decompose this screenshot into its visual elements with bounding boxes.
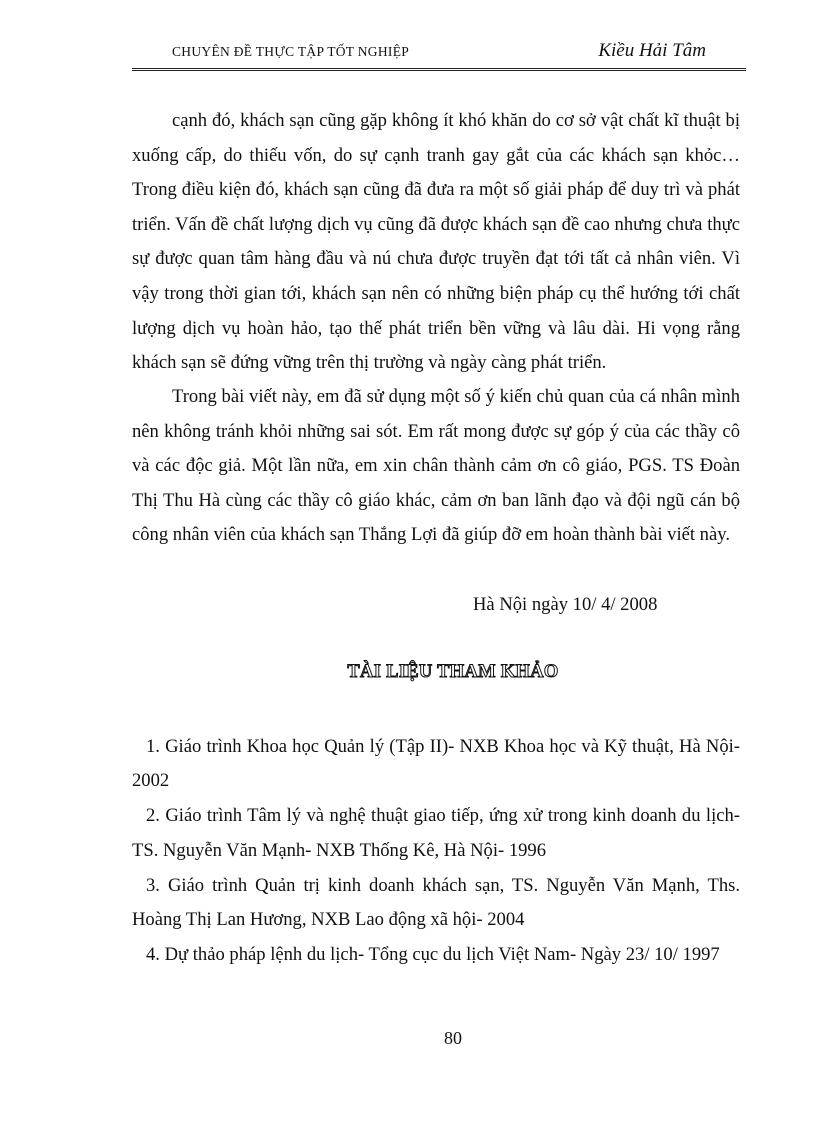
page-number: 80 xyxy=(444,1028,462,1048)
document-title: CHUYÊN ĐỀ THỰC TẬP TỐT NGHIỆP xyxy=(172,44,410,59)
reference-item: 1. Giáo trình Khoa học Quản lý (Tập II)- NXB Khoa học và Kỹ thuật, Hà Nội- 2002 xyxy=(132,736,740,792)
reference-item: 2. Giáo trình Tâm lý và nghệ thuật giao tiếp, ứng xử trong kinh doanh du lịch- TS. Nguyễn Văn Mạnh- NXB Thống Kê, Hà Nội- 1996 xyxy=(132,805,740,861)
author-name: Kiều Hải Tâm xyxy=(598,40,706,61)
body-paragraph-1: cạnh đó, khách sạn cũng gặp không ít khó khăn do cơ sở vật chất kĩ thuật bị xuống cấp, do thiếu vốn, do sự cạnh tranh gay gắt của các khách sạn khỏc… Trong điều kiện đó, khách sạn cũng đã đưa ra một số giải pháp để duy trì và phát triển. Vấn đề chất lượng dịch vụ cũng đã được khách sạn đề cao nhưng chưa thực sự được quan tâm hàng đầu và nú chưa được truyền đạt tới tất cả nhân viên. Vì vậy trong thời gian tới, khách sạn nên có những biện pháp cụ thể hướng tới chất lượng dịch vụ hoàn hảo, tạo thế phát triển bền vững và lâu dài. Hi vọng rằng khách sạn sẽ đứng vững trên thị trường và ngày càng phát triển. xyxy=(132,110,740,374)
page-header xyxy=(132,38,746,70)
date-line: Hà Nội ngày 10/ 4/ 2008 xyxy=(473,594,658,615)
references-list xyxy=(132,730,740,973)
reference-item: 3. Giáo trình Quản trị kinh doanh khách sạn, TS. Nguyễn Văn Mạnh, Ths. Hoàng Thị Lan Hương, NXB Lao động xã hội- 2004 xyxy=(132,874,740,931)
header-divider xyxy=(132,68,746,71)
body-paragraph-2: Trong bài viết này, em đã sử dụng một số ý kiến chủ quan của cá nhân mình nên không tránh khỏi những sai sót. Em rất mong được sự góp ý của các thầy cô và các độc giả. Một lần nữa, em xin chân thành cảm ơn cô giáo, PGS. TS Đoàn Thị Thu Hà cùng các thầy cô giáo khác, cảm ơn ban lãnh đạo và đội ngũ cán bộ công nhân viên của khách sạn Thắng Lợi đã giúp đỡ em hoàn thành bài viết này. xyxy=(132,386,740,546)
reference-item: 4. Dự thảo pháp lệnh du lịch- Tổng cục du lịch Việt Nam- Ngày 23/ 10/ 1997 xyxy=(146,944,720,966)
references-title: TÀI LIỆU THAM KHẢO xyxy=(347,662,559,682)
